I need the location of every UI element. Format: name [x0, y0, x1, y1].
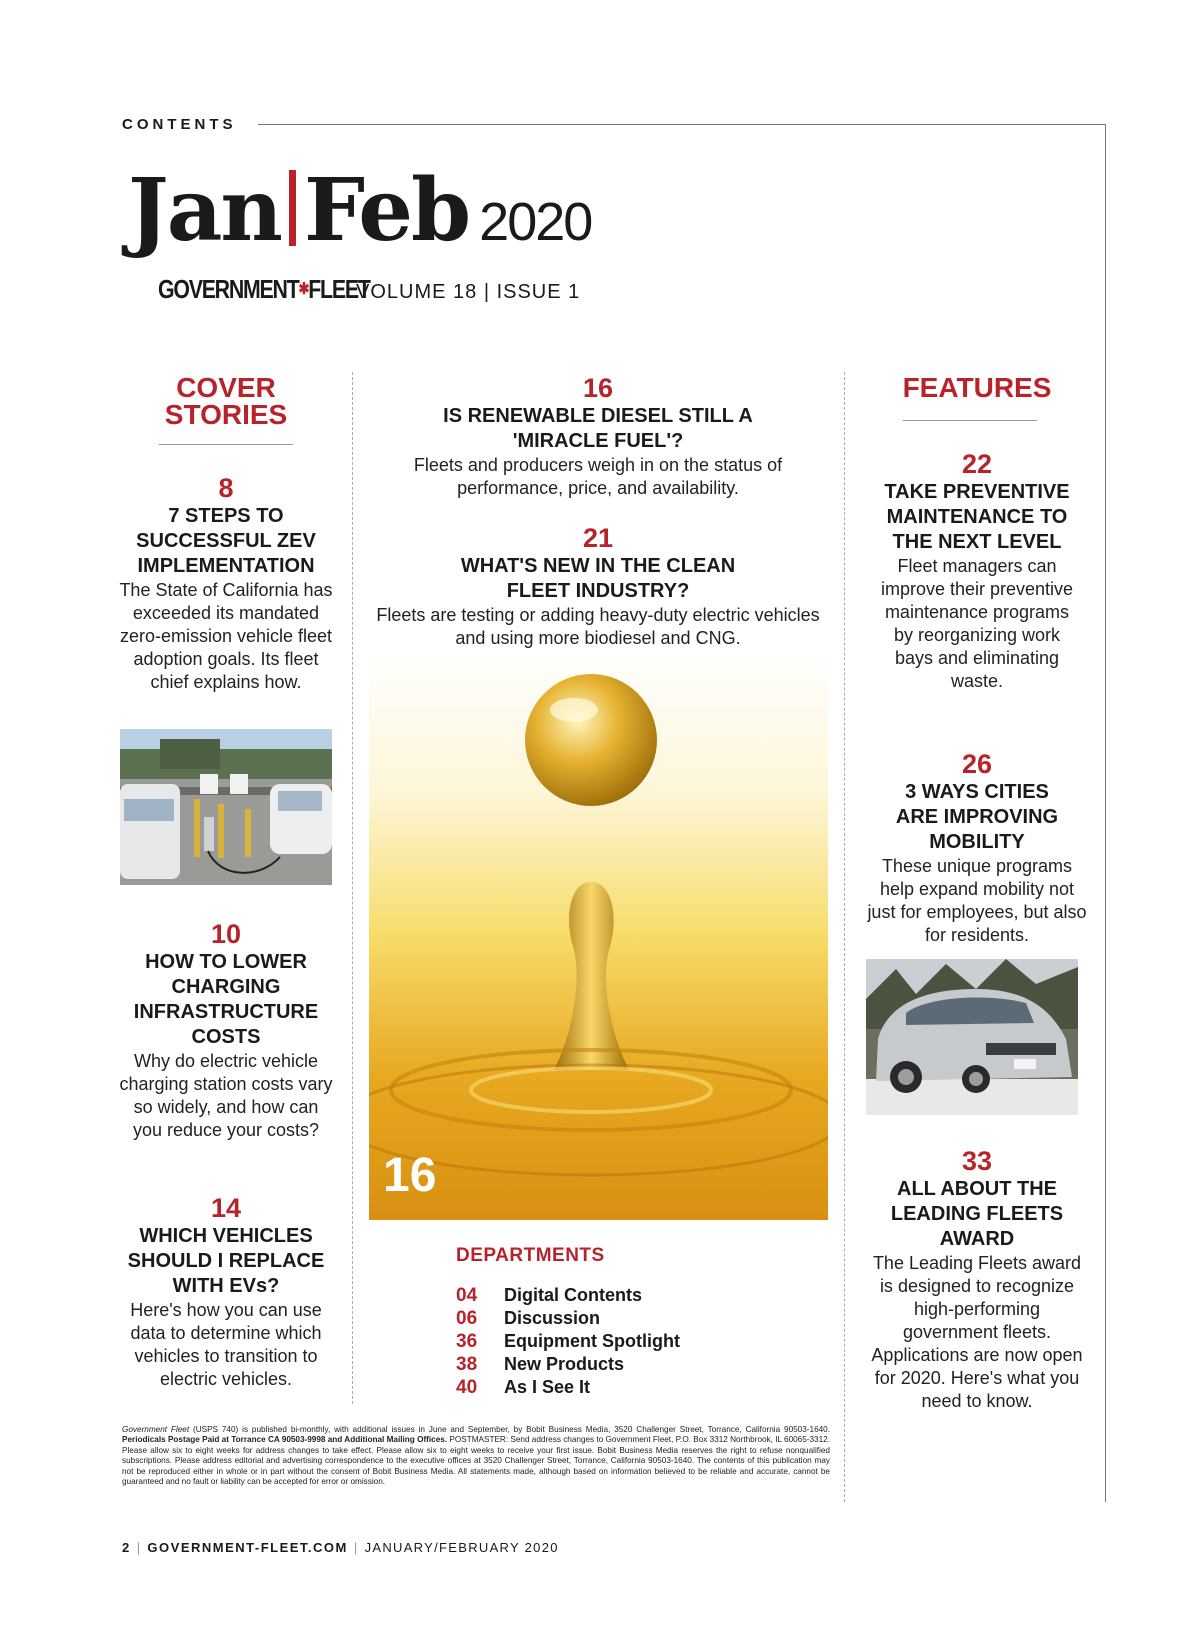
cover-stories-heading — [120, 374, 332, 428]
department-label: Equipment Spotlight — [504, 1331, 680, 1351]
footer-issue: JANUARY/FEBRUARY 2020 — [364, 1540, 559, 1555]
column-divider-right — [844, 372, 845, 1502]
fuel-drop-photo — [369, 650, 828, 1220]
title-month-a: Jan — [128, 160, 281, 261]
story-description: Here's how you can use data to determine which vehicles to transition to electric vehicles. — [130, 1300, 322, 1389]
issue-title — [128, 160, 592, 261]
story-headline: HOW TO LOWER CHARGING INFRASTRUCTURE COSTS — [133, 951, 319, 1048]
cover-stories-line2: STORIES — [164, 399, 288, 430]
department-page: 38 — [456, 1354, 478, 1375]
departments-heading: DEPARTMENTS — [456, 1245, 605, 1266]
cover-story-14[interactable] — [118, 1194, 334, 1391]
story-headline: ALL ABOUT THE LEADING FLEETS AWARD — [890, 1178, 1064, 1250]
footer-separator: | — [353, 1540, 359, 1555]
contents-label: CONTENTS — [122, 116, 237, 133]
features-heading: FEATURES — [902, 372, 1052, 403]
publication-notice — [122, 1425, 830, 1487]
story-headline: 7 STEPS TO SUCCESSFUL ZEV IMPLEMENTATION — [136, 505, 316, 577]
story-description: Fleet managers can improve their preventive maintenance programs by reorganizing work bays and eliminating waste. — [880, 556, 1074, 691]
cover-stories-line1: COVER — [176, 372, 276, 403]
department-item[interactable] — [456, 1331, 680, 1353]
story-page-number: 10 — [210, 919, 242, 949]
story-page-number: 8 — [218, 473, 234, 503]
story-page-number: 26 — [961, 749, 993, 779]
story-description: Fleets are testing or adding heavy-duty electric vehicles and using more biodiesel and CNG. — [376, 605, 820, 648]
features-rule — [903, 420, 1037, 421]
car-illustration — [866, 959, 1078, 1115]
cover-stories-rule — [159, 444, 293, 445]
feature-26[interactable] — [864, 750, 1090, 947]
department-item[interactable] — [456, 1308, 600, 1330]
cover-story-8[interactable] — [118, 474, 334, 694]
story-description: The Leading Fleets award is designed to recognize high-performing government fleets. Applications are now open for 2020. Here's what you need to know. — [871, 1253, 1083, 1411]
feature-33[interactable] — [864, 1147, 1090, 1413]
department-page: 36 — [456, 1331, 478, 1352]
footer-site[interactable]: GOVERNMENT-FLEET.COM — [147, 1540, 348, 1555]
volume-issue: VOLUME 18 | ISSUE 1 — [356, 281, 581, 303]
department-page: 06 — [456, 1308, 478, 1329]
brand-logo-left: GOVERNMENT — [158, 274, 299, 304]
header-rule — [258, 124, 1106, 125]
center-story-16[interactable] — [372, 374, 824, 500]
story-page-number: 21 — [582, 523, 614, 553]
title-year: 2020 — [479, 192, 592, 252]
story-headline: TAKE PREVENTIVE MAINTENANCE TO THE NEXT LEVEL — [884, 481, 1070, 553]
department-item[interactable] — [456, 1354, 624, 1376]
car-photo — [866, 959, 1078, 1115]
page-border-right — [1105, 124, 1106, 1502]
story-page-number: 33 — [961, 1146, 993, 1176]
notice-part1: (USPS 740) is published bi-monthly, with additional issues in June and September, by Bobit Business Media, 3520 Challenger Street, Torrance, California 90503-1640. — [189, 1425, 830, 1434]
notice-part2: POSTMASTER: Send address changes to Government Fleet, P.O. Box 3312 Northbrook, IL 60065-3312. Please allow six to eight weeks for address changes to take effect. Please allow six to eight weeks to receive your first issue. Bobit Business Media reserves the right to refuse nonqualified subscriptions. Please address editorial and advertising correspondence to the executive offices at 3520 Challenger Street, Torrance, California 90503-1640. The contents of this publication may not be reproduced either in whole or in part without the consent of Bobit Business Media. All statements made, although based on information believed to be reliable and accurate, cannot be guaranteed and no fault or liability can be accepted for error or omission. — [122, 1435, 830, 1487]
brand-logo-right: FLEET — [308, 274, 370, 304]
feature-22[interactable] — [864, 450, 1090, 693]
story-description: Why do electric vehicle charging station costs vary so widely, and how can you reduce your costs? — [119, 1051, 333, 1140]
image-page-label: 16 — [383, 1149, 437, 1202]
brand-logo — [158, 274, 370, 305]
department-label: New Products — [504, 1354, 625, 1374]
publication-name: Government Fleet — [122, 1425, 190, 1434]
department-item[interactable] — [456, 1285, 642, 1307]
ev-charging-illustration — [120, 729, 332, 885]
center-story-21[interactable] — [372, 524, 824, 650]
story-headline: IS RENEWABLE DIESEL STILL A 'MIRACLE FUEL'? — [443, 405, 753, 452]
column-divider-left — [352, 372, 353, 1404]
title-divider — [289, 170, 296, 246]
fuel-drop-illustration — [369, 650, 828, 1220]
story-page-number: 22 — [961, 449, 993, 479]
story-headline: WHAT'S NEW IN THE CLEAN FLEET INDUSTRY? — [460, 555, 736, 602]
department-label: As I See It — [504, 1377, 591, 1397]
page-footer — [122, 1540, 559, 1555]
story-description: These unique programs help expand mobility not just for employees, but also for residents. — [867, 856, 1087, 945]
department-label: Discussion — [504, 1308, 601, 1328]
story-page-number: 14 — [210, 1193, 242, 1223]
story-description: Fleets and producers weigh in on the status of performance, price, and availability. — [413, 455, 783, 498]
story-headline: WHICH VEHICLES SHOULD I REPLACE WITH EVs? — [127, 1225, 325, 1297]
footer-separator: | — [136, 1540, 142, 1555]
story-headline: 3 WAYS CITIES ARE IMPROVING MOBILITY — [895, 781, 1059, 853]
department-label: Digital Contents — [504, 1285, 642, 1305]
footer-page-number: 2 — [122, 1540, 131, 1555]
ev-charging-photo — [120, 729, 332, 885]
story-description: The State of California has exceeded its mandated zero-emission vehicle fleet adoption goals. Its fleet chief explains how. — [119, 580, 333, 692]
story-page-number: 16 — [582, 373, 614, 403]
department-page: 40 — [456, 1377, 478, 1398]
department-item[interactable] — [456, 1377, 590, 1399]
star-icon: ✱ — [298, 281, 309, 298]
department-page: 04 — [456, 1285, 478, 1306]
title-month-b: Feb — [303, 160, 470, 261]
cover-story-10[interactable] — [118, 920, 334, 1142]
notice-postage: Periodicals Postage Paid at Torrance CA 90503-9998 and Additional Mailing Offices. — [122, 1435, 448, 1445]
